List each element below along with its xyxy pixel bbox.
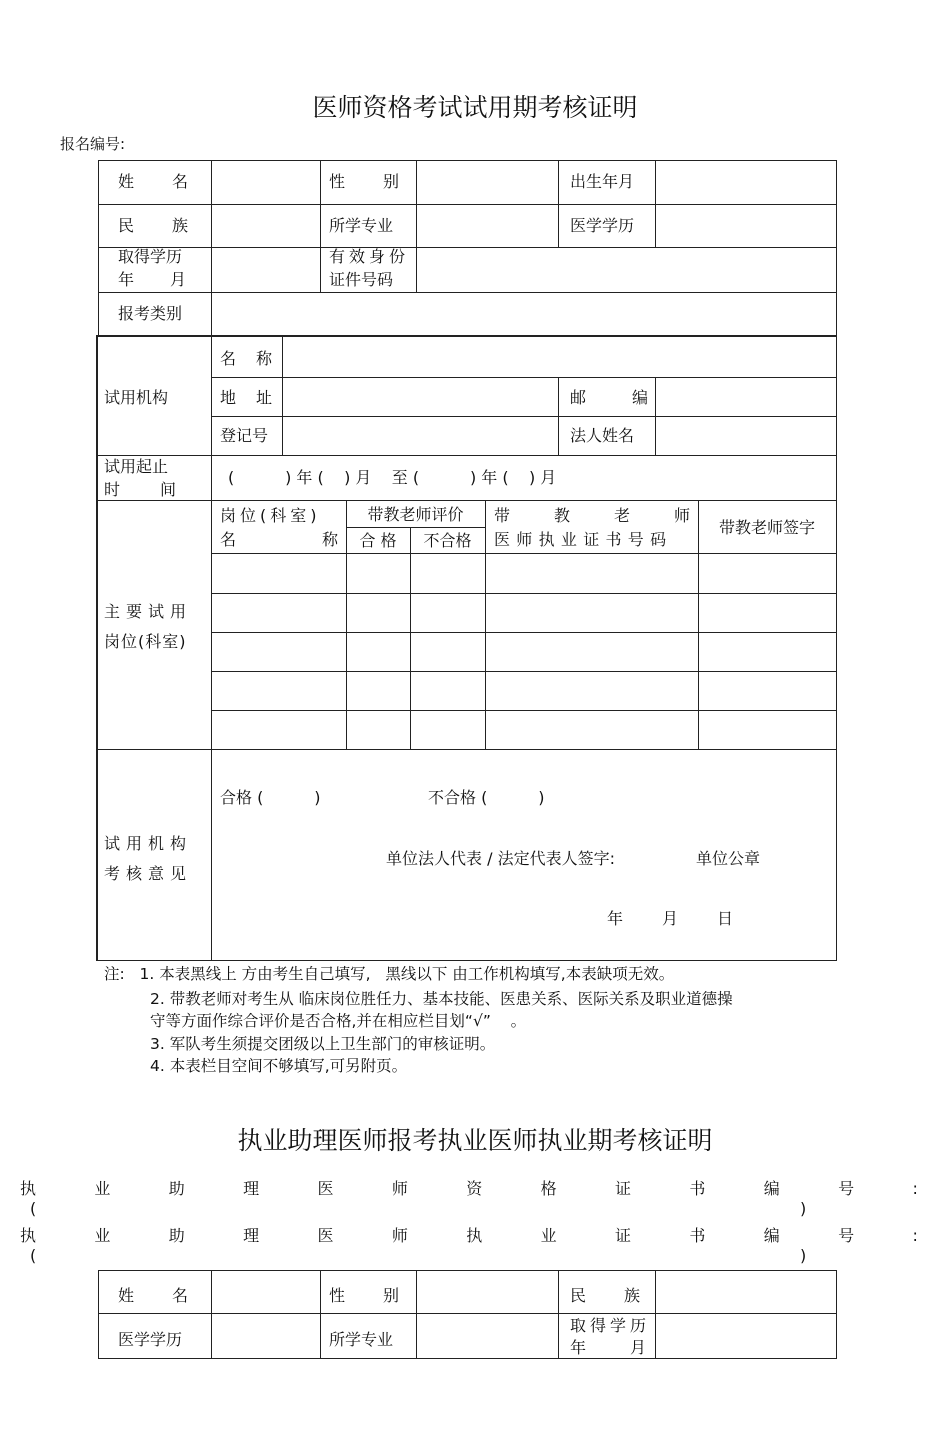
cert-header-2: 医师执业证书号码 [494, 530, 673, 549]
license-number-label: 执 业 助 理 医 师 执 业 证 书 编 号 : [20, 1226, 918, 1245]
cert-number-paren-open: ( [30, 1199, 37, 1218]
registration-number-label: 报名编号: [60, 135, 126, 153]
form2-edu-date-label-1: 取得学历 [570, 1316, 651, 1335]
note-3: 3. 军队考生须提交团级以上卫生部门的审核证明。 [150, 1035, 496, 1053]
form2-edu-date-label-2: 年 月 [570, 1338, 646, 1357]
note-4: 4. 本表栏目空间不够填写,可另附页。 [150, 1057, 408, 1075]
opinion-date: 年 月 日 [607, 909, 733, 928]
period-label-2: 时 间 [104, 480, 176, 499]
institution-address-label: 地 址 [220, 388, 272, 407]
license-number-paren-close: ) [800, 1246, 807, 1265]
form2-ethnicity-label: 民 族 [570, 1286, 640, 1305]
period-label-1: 试用起止 [104, 457, 169, 476]
postcode-label: 邮 编 [570, 388, 648, 407]
table-row [212, 554, 836, 592]
opinion-label-2: 考核意见 [104, 864, 193, 883]
legal-person-label: 法人姓名 [570, 426, 635, 445]
table-row [212, 594, 836, 631]
post-name-header-1: 岗位(科室) [220, 506, 321, 525]
institution-name-label: 名 称 [220, 349, 272, 368]
note-2-cont: 守等方面作综合评价是否合格,并在相应栏目划“√” 。 [150, 1012, 527, 1030]
table-row [212, 672, 836, 709]
gender-label: 性 别 [329, 172, 399, 191]
form2-major-label: 所学专业 [329, 1330, 394, 1349]
pass-header: 合 格 [359, 531, 397, 550]
education-date-label-1: 取得学历 [118, 247, 183, 266]
opinion-fail: 不合格 ( ) [428, 788, 545, 807]
institution-label: 试用机构 [104, 388, 169, 407]
birth-date-label: 出生年月 [570, 172, 635, 191]
teacher-sign-header: 带教老师签字 [718, 518, 815, 537]
registration-label: 登记号 [220, 426, 269, 445]
form2-education-label: 医学学历 [118, 1330, 183, 1349]
post-name-header-2: 名 称 [220, 530, 338, 549]
table-row [212, 633, 836, 670]
exam-category-label: 报考类别 [118, 304, 183, 323]
medical-education-label: 医学学历 [570, 216, 635, 235]
opinion-label-1: 试用机构 [104, 834, 193, 853]
cert-header-1: 带 教 老 师 [494, 506, 690, 525]
id-label-1: 有效身份 [329, 247, 410, 266]
note-1: 注: 1. 本表黑线上 方由考生自己填写, 黑线以下 由工作机构填写,本表缺项无效。 [104, 965, 675, 983]
note-2: 2. 带教老师对考生从 临床岗位胜任力、基本技能、医患关系、医际关系及职业道德操 [150, 990, 733, 1008]
cert-number-label: 执 业 助 理 医 师 资 格 证 书 编 号 : [20, 1179, 918, 1198]
opinion-pass: 合格 ( ) [220, 788, 321, 807]
form1-title: 医师资格考试试用期考核证明 [312, 93, 638, 122]
unit-seal-label: 单位公章 [696, 849, 761, 868]
fail-header: 不合格 [423, 531, 472, 550]
legal-rep-signature-label: 单位法人代表 / 法定代表人签字: [386, 849, 615, 868]
form2-name-label: 姓 名 [118, 1286, 188, 1305]
license-number-paren-open: ( [30, 1246, 37, 1265]
table-row [212, 711, 836, 748]
posts-label-2: 岗位(科室) [104, 632, 187, 651]
period-value: ( ) 年 ( ) 月 至 ( ) 年 ( ) 月 [228, 468, 557, 487]
cert-number-paren-close: ) [800, 1199, 807, 1218]
name-label: 姓 名 [118, 172, 188, 191]
posts-label-1: 主要试用 [104, 602, 193, 621]
major-label: 所学专业 [329, 216, 394, 235]
teacher-eval-header: 带教老师评价 [367, 505, 464, 524]
form2-title: 执业助理医师报考执业医师执业期考核证明 [237, 1126, 713, 1155]
ethnicity-label: 民 族 [118, 216, 188, 235]
form2-gender-label: 性 别 [329, 1286, 399, 1305]
education-date-label-2: 年 月 [118, 270, 186, 289]
id-label-2: 证件号码 [329, 270, 394, 289]
